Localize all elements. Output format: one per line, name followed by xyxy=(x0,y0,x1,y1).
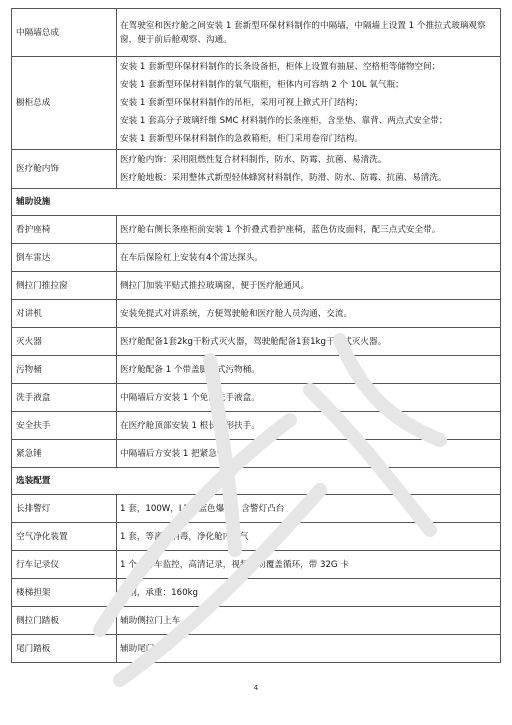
section-row xyxy=(12,468,501,495)
description-line: 安装 1 套新型环保材料制作的氧气瓶柜，柜体内可容纳 2 个 10L 氧气瓶； xyxy=(120,80,404,90)
table-row xyxy=(12,495,501,523)
row-description: 辅助尾门上车 xyxy=(117,635,501,663)
row-label: 倒车雷达 xyxy=(12,244,117,272)
table-row xyxy=(12,272,501,300)
description-line: 医疗舱内饰：采用阻燃性复合材料制作，防水、防霉、抗菌、易清洗。 xyxy=(120,155,387,165)
row-description: 中隔墙后方安装 1 把紧急锤。 xyxy=(117,440,501,468)
spec-document xyxy=(11,8,501,663)
description-line: 医疗舱地板：采用整体式新型轻体蜂窝材料制作，防滑、防水、防霉、抗菌、易清洗。 xyxy=(120,173,447,183)
row-label: 看护座椅 xyxy=(12,216,117,244)
row-description: 医疗舱配备 1 个带盖脚踏式污物桶。 xyxy=(117,356,501,384)
row-label: 空气净化装置 xyxy=(12,523,117,551)
row-label: 中隔墙总成 xyxy=(12,9,117,57)
row-description: 在车后保险杠上安装有4个雷达探头。 xyxy=(117,244,501,272)
table-row xyxy=(12,384,501,412)
description-line: 安装 1 套高分子玻璃纤维 SMC 材料制作的长条座柜，含坐垫、靠背、两点式安全带； xyxy=(120,116,448,126)
table-row xyxy=(12,300,501,328)
description-line: 安装 1 套新型环保材料制作的吊柜，采用可视上掀式开门结构； xyxy=(120,98,363,108)
table-row xyxy=(12,150,501,189)
row-description xyxy=(117,150,501,189)
section-heading-optional: 选装配置 xyxy=(12,468,501,495)
row-label: 污物桶 xyxy=(12,356,117,384)
row-label: 安全扶手 xyxy=(12,412,117,440)
row-description: 辅助侧拉门上车 xyxy=(117,607,501,635)
row-description xyxy=(117,57,501,150)
row-label: 对讲机 xyxy=(12,300,117,328)
row-label: 行车记录仪 xyxy=(12,551,117,579)
row-description: 医疗舱右侧长条座柜前安装 1 个折叠式看护座椅，蓝色仿皮面料，配三点式安全带。 xyxy=(117,216,501,244)
row-description: 1 套，100W，LED 蓝色爆闪，含警灯凸台 xyxy=(117,495,501,523)
table-row xyxy=(12,523,501,551)
row-label: 楼梯担架 xyxy=(12,579,117,607)
row-label: 侧拉门踏板 xyxy=(12,607,117,635)
description-line: 安装 1 套新型环保材料制作的急救箱柜，柜门采用卷帘门结构。 xyxy=(120,134,363,144)
row-description: 在驾驶室和医疗舱之间安装 1 套新型环保材料制作的中隔墙，中隔墙上设置 1 个推拉式玻璃观察窗，便于前后舱观察、沟通。 xyxy=(117,9,501,57)
table-row xyxy=(12,607,501,635)
row-description: 中隔墙后方安装 1 个免洗洗手液盒。 xyxy=(117,384,501,412)
table-row xyxy=(12,551,501,579)
row-label: 尾门踏板 xyxy=(12,635,117,663)
row-description: 1 副，承重：160kg xyxy=(117,579,501,607)
row-label: 橱柜总成 xyxy=(12,57,117,150)
row-label: 侧拉门推拉窗 xyxy=(12,272,117,300)
table-row xyxy=(12,635,501,663)
table-row xyxy=(12,328,501,356)
table-row xyxy=(12,356,501,384)
row-label: 紧急锤 xyxy=(12,440,117,468)
row-description: 侧拉门加装平贴式推拉玻璃窗，便于医疗舱通风。 xyxy=(117,272,501,300)
table-row xyxy=(12,579,501,607)
table-row xyxy=(12,440,501,468)
section-heading-aux: 辅助设施 xyxy=(12,189,501,216)
row-description: 1 套，等离子消毒，净化舱内空气 xyxy=(117,523,501,551)
spec-table xyxy=(11,8,501,663)
row-label: 洗手液盒 xyxy=(12,384,117,412)
table-row xyxy=(12,216,501,244)
table-row xyxy=(12,57,501,150)
row-label: 长排警灯 xyxy=(12,495,117,523)
table-row xyxy=(12,244,501,272)
section-row xyxy=(12,189,501,216)
row-description: 安装免提式对讲系统，方便驾驶舱和医疗舱人员沟通、交流。 xyxy=(117,300,501,328)
row-description: 1 个，行车监控，高清记录，视频自动覆盖循环，带 32G 卡 xyxy=(117,551,501,579)
description-line: 安装 1 套新型环保材料制作的长条设备柜，柜体上设置有抽屉、空格柜等储物空间； xyxy=(120,62,441,72)
table-row xyxy=(12,412,501,440)
row-label: 灭火器 xyxy=(12,328,117,356)
row-description: 医疗舱配备1套2kg干粉式灭火器，驾驶舱配备1套1kg干粉式灭火器。 xyxy=(117,328,501,356)
row-description: 在医疗舱顶部安装 1 根长条形扶手。 xyxy=(117,412,501,440)
table-row xyxy=(12,9,501,57)
row-label: 医疗舱内饰 xyxy=(12,150,117,189)
page-number: 4 xyxy=(253,684,259,692)
